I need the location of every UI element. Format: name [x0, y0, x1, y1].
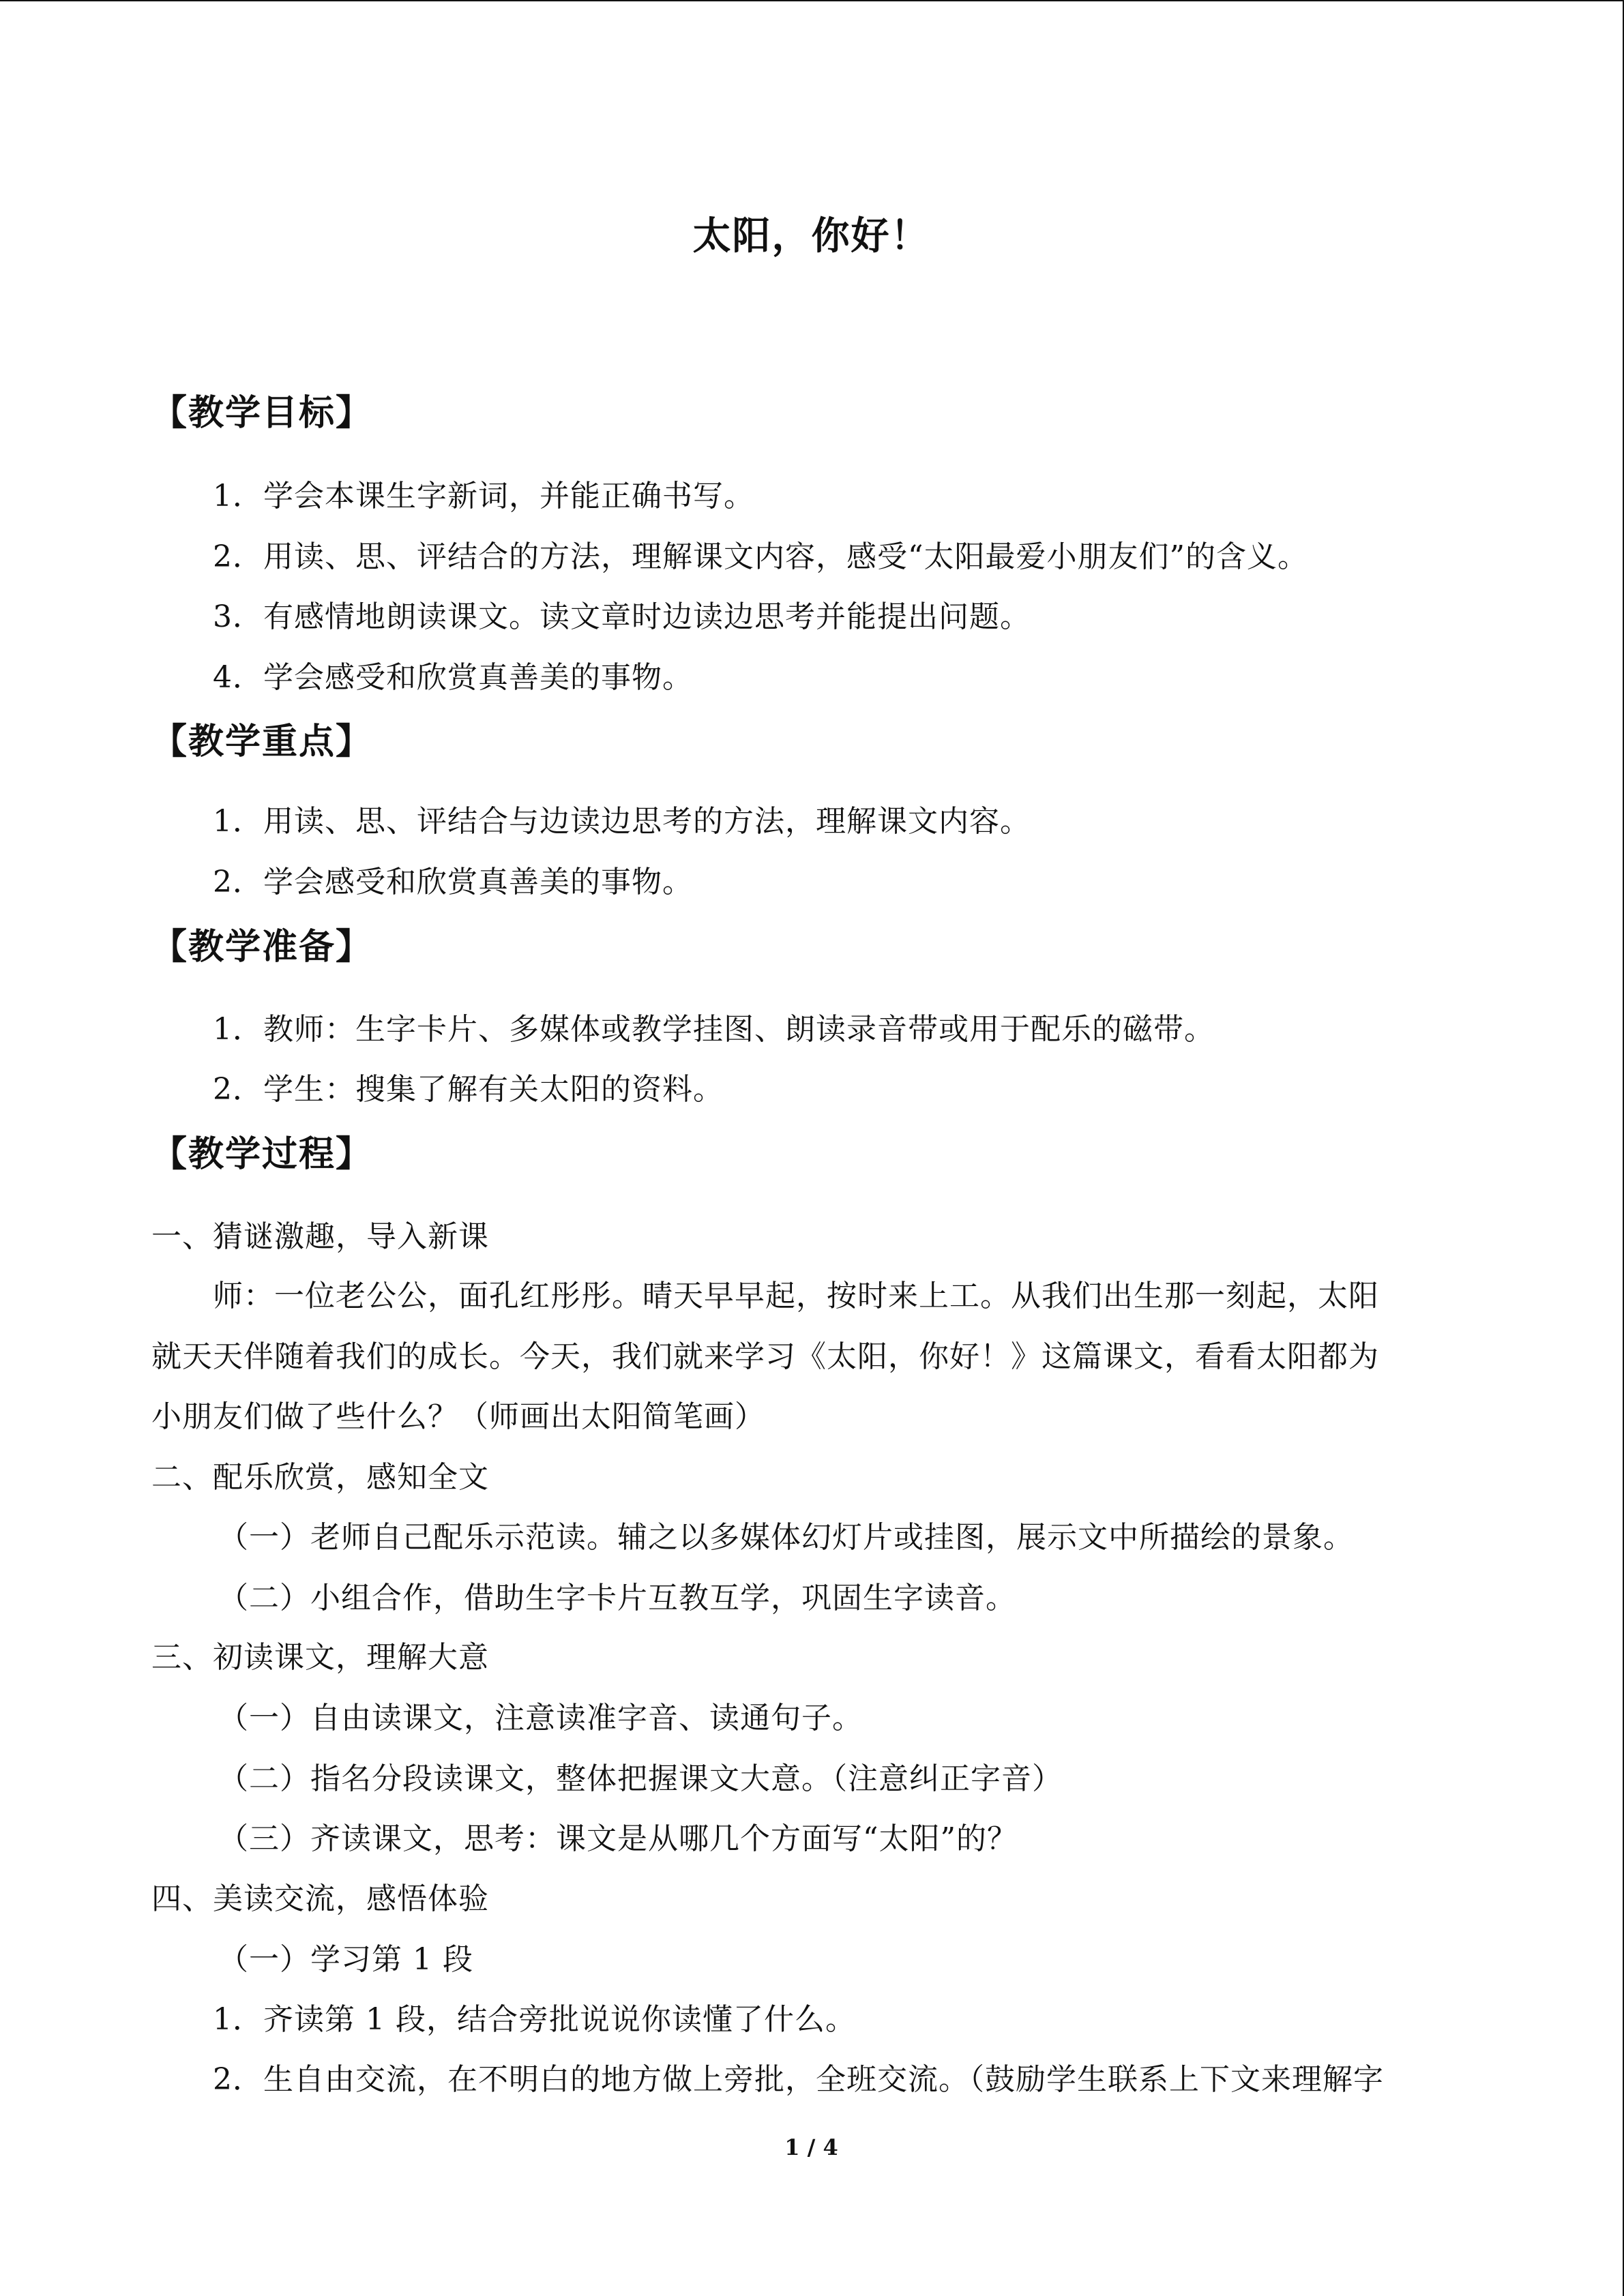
process-paragraph-line: 师：一位老公公，面孔红彤彤。晴天早早起，按时来上工。从我们出生那一刻起，太阳: [213, 1279, 1379, 1313]
heading-objectives: 【教学目标】: [151, 393, 373, 434]
preparation-item-1: 1．教师：生字卡片、多媒体或教学挂图、朗读录音带或用于配乐的磁带。: [213, 1012, 1215, 1047]
objective-item-4: 4．学会感受和欣赏真善美的事物。: [213, 660, 693, 695]
heading-preparation: 【教学准备】: [151, 927, 373, 968]
page-number: 1 / 4: [784, 2134, 838, 2160]
process-step-1-heading: 一、猜谜激趣，导入新课: [151, 1219, 489, 1254]
process-step-4-heading: 四、美读交流，感悟体验: [151, 1881, 489, 1916]
page-title: 太阳，你好！: [692, 214, 930, 258]
process-step-3-heading: 三、初读课文，理解大意: [151, 1640, 489, 1675]
process-sub-item: （二）小组合作，借助生字卡片互教互学，巩固生字读音。: [218, 1581, 1016, 1615]
key-point-item-1: 1．用读、思、评结合与边读边思考的方法，理解课文内容。: [213, 804, 1031, 839]
preparation-item-2: 2．学生：搜集了解有关太阳的资料。: [213, 1072, 724, 1107]
process-sub-item: （一）学习第 1 段: [218, 1942, 473, 1977]
process-numbered-item: 1．齐读第 1 段，结合旁批说说你读懂了什么。: [213, 2002, 856, 2037]
process-paragraph-line: 小朋友们做了些什么？（师画出太阳简笔画）: [151, 1399, 765, 1434]
process-sub-item: （三）齐读课文，思考：课文是从哪几个方面写“太阳”的？: [218, 1821, 1018, 1856]
key-point-item-2: 2．学会感受和欣赏真善美的事物。: [213, 865, 693, 899]
objective-item-1: 1．学会本课生字新词，并能正确书写。: [213, 479, 754, 513]
heading-key-points: 【教学重点】: [151, 721, 373, 762]
process-sub-item: （一）老师自己配乐示范读。辅之以多媒体幻灯片或挂图，展示文中所描绘的景象。: [218, 1520, 1354, 1555]
process-numbered-item: 2．生自由交流，在不明白的地方做上旁批，全班交流。（鼓励学生联系上下文来理解字: [213, 2062, 1384, 2097]
process-sub-item: （一）自由读课文，注意读准字音、读通句子。: [218, 1701, 863, 1735]
objective-item-3: 3．有感情地朗读课文。读文章时边读边思考并能提出问题。: [213, 599, 1031, 634]
process-step-2-heading: 二、配乐欣赏，感知全文: [151, 1460, 489, 1495]
process-sub-item: （二）指名分段读课文，整体把握课文大意。（注意纠正字音）: [218, 1761, 1063, 1796]
process-paragraph-line: 就天天伴随着我们的成长。今天，我们就来学习《太阳，你好！》这篇课文，看看太阳都为: [151, 1339, 1379, 1374]
objective-item-2: 2．用读、思、评结合的方法，理解课文内容，感受“太阳最爱小朋友们”的含义。: [213, 539, 1308, 574]
heading-process: 【教学过程】: [151, 1134, 373, 1175]
